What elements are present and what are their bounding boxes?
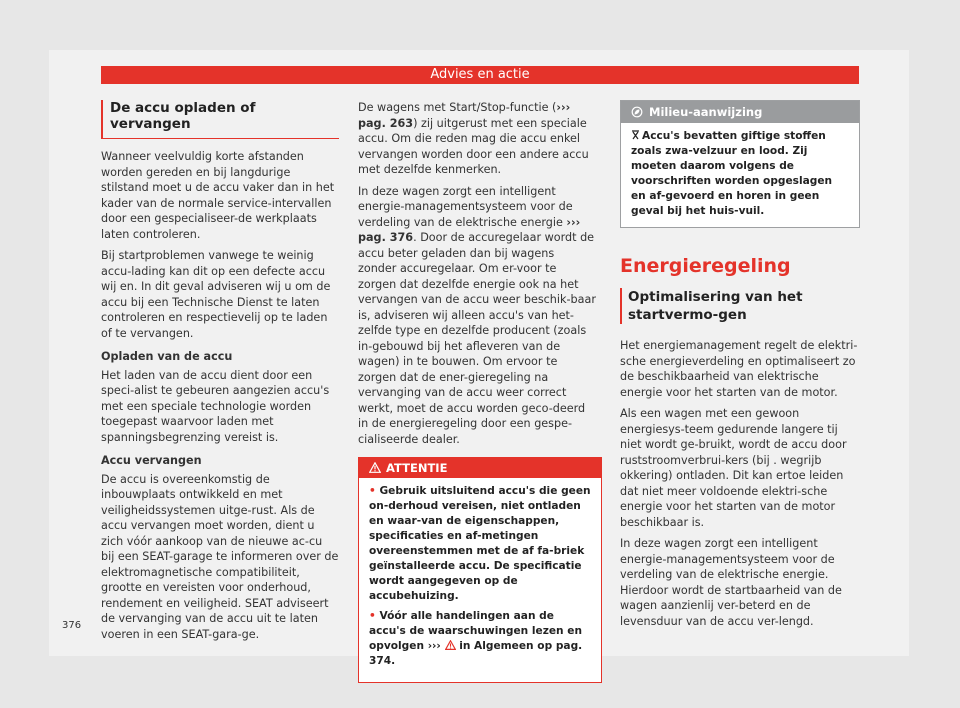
warning-title: ATTENTIE <box>386 461 448 475</box>
paragraph <box>358 184 596 448</box>
text: Gebruik uitsluitend accu's die geen on-derhoud vereisen, niet ontladen en waar-van de eigenschappen, specificaties en af-metingen overeenstemmen met de af fa-briek geïnstalleerde accu. De specificatie wordt aangegeven op de accubehuizing. <box>369 485 591 602</box>
warning-item <box>369 609 591 669</box>
section-title: De accu opladen of vervangen <box>101 100 339 139</box>
warning-item <box>369 484 591 604</box>
warning-triangle-icon <box>445 640 456 650</box>
bullet: • <box>369 610 376 622</box>
text: in Algemeen op pag. 374. <box>369 640 583 667</box>
paragraph: Het laden van de accu dient door een speci-alist te gebeuren aangezien accu's met een speciale technologie worden toegepast waarvoor laden met spanningsbegrenzing vereist is. <box>101 368 330 444</box>
warning-triangle-icon <box>369 462 381 473</box>
warning-body <box>359 478 601 682</box>
page-number: 376 <box>62 620 82 631</box>
text: In deze wagen zorgt een intelligent energie-managementsysteem voor de verdeling van de elektrische energie <box>358 184 573 229</box>
text: . Door de accuregelaar wordt de accu beter geladen dan bij wagens zonder accuregelaar. Om er-voor te zorgen dat dezelfde energie ook na het vervangen van de accu weer beschik-baar is, adviseren wij alleen accu's van het-zelfde type en dezelfde producent (zoals in-gebouwd bij het afleveren van de wagen) in te bouwen. Om ervoor te zorgen dat de ener-gieregeling na vervanging van de accu weer correct werkt, moet de accu worden geco-deerd in de energieregeling door een gespe-cialiseerde dealer. <box>358 231 596 446</box>
subheading: Accu vervangen <box>101 454 202 467</box>
environment-note-box <box>620 100 860 228</box>
bullet: • <box>369 485 376 497</box>
middle-column <box>358 100 596 683</box>
text: ) zij uitgerust met een speciale accu. Om die reden mag die accu enkel vervangen worden door een andere accu met dezelfde kenmerken. <box>358 116 589 176</box>
subsection-title: Optimalisering van het startvermo-gen <box>620 288 858 324</box>
paragraph: In deze wagen zorgt een intelligent energie-managementsysteem voor de verdeling van de elektrische energie. Hierdoor wordt de startbaarheid van de wagen aanzienlij ver-beterd en de levensduur van de accu ver-lengd. <box>620 537 842 628</box>
page-link[interactable]: ››› pag. 376 <box>358 215 581 244</box>
paragraph: Het energiemanagement regelt de elektri-sche energieverdeling en optimaliseert zo de beschikbaarheid van elektrische energie voor het starten van de motor. <box>620 339 858 399</box>
text: De wagens met Start/Stop-functie ( <box>358 101 557 114</box>
left-column <box>101 100 339 648</box>
paragraph: Bij startproblemen vanwege te weinig accu-lading kan dit op een defecte accu wij en. In dit geval adviseren wij u om de accu bij een Technische Dienst te laten controleren en respectievelij op te laden of te vervangen. <box>101 249 331 340</box>
text: Accu's bevatten giftige stoffen zoals zwa-velzuur en lood. Zij moeten daarom volgens de voorschriften worden opgeslagen en af-gevoerd en horen in geen geval bij het huis-vuil. <box>631 130 833 217</box>
section-heading: Energieregeling <box>620 255 791 277</box>
environment-note-header <box>621 101 859 123</box>
warning-box <box>358 457 602 683</box>
page-link[interactable]: ››› <box>427 640 441 652</box>
warning-header <box>359 458 601 478</box>
paragraph: Wanneer veelvuldig korte afstanden worden gereden en bij langdurige stilstand moet u de accu vaker dan in het kader van de normale service-intervallen door een gespecialiseer-de werkplaats laten controleren. <box>101 150 335 241</box>
right-column <box>620 100 858 635</box>
environment-note-title: Milieu-aanwijzing <box>649 105 763 119</box>
chapter-header: Advies en actie <box>101 66 859 84</box>
environment-note-body <box>621 123 859 227</box>
recycle-icon <box>631 130 640 140</box>
paragraph <box>358 100 596 178</box>
paragraph: De accu is overeenkomstig de inbouwplaats ontwikkeld en met veiligheidssystemen uitge-rust. Als de accu vervangen moet worden, dient u zich vóór aankoop van de nieuwe ac-cu bij een SEAT-garage te informeren over de elektromagnetische compatibiliteit, grootte en vereisten voor onderhoud, rendement en veiligheid. SEAT adviseert de vervanging van de accu uit te laten voeren in een SEAT-gara-ge. <box>101 472 339 641</box>
page-link[interactable]: ››› pag. 263 <box>358 101 571 130</box>
text: Vóór alle handelingen aan de accu's de waarschuwingen lezen en opvolgen <box>369 610 583 652</box>
subheading: Opladen van de accu <box>101 350 233 363</box>
paragraph: Als een wagen met een gewoon energiesys-teem gedurende langere tij niet wordt ge-bruikt, wordt de accu door ruststroomverbrui-kers (bij . wegrijb okkering) ontladen. Dit kan ertoe leiden dat niet meer voldoende elektri-sche energie voor het starten van de motor beschikbaar is. <box>620 407 847 529</box>
leaf-icon <box>631 106 643 118</box>
